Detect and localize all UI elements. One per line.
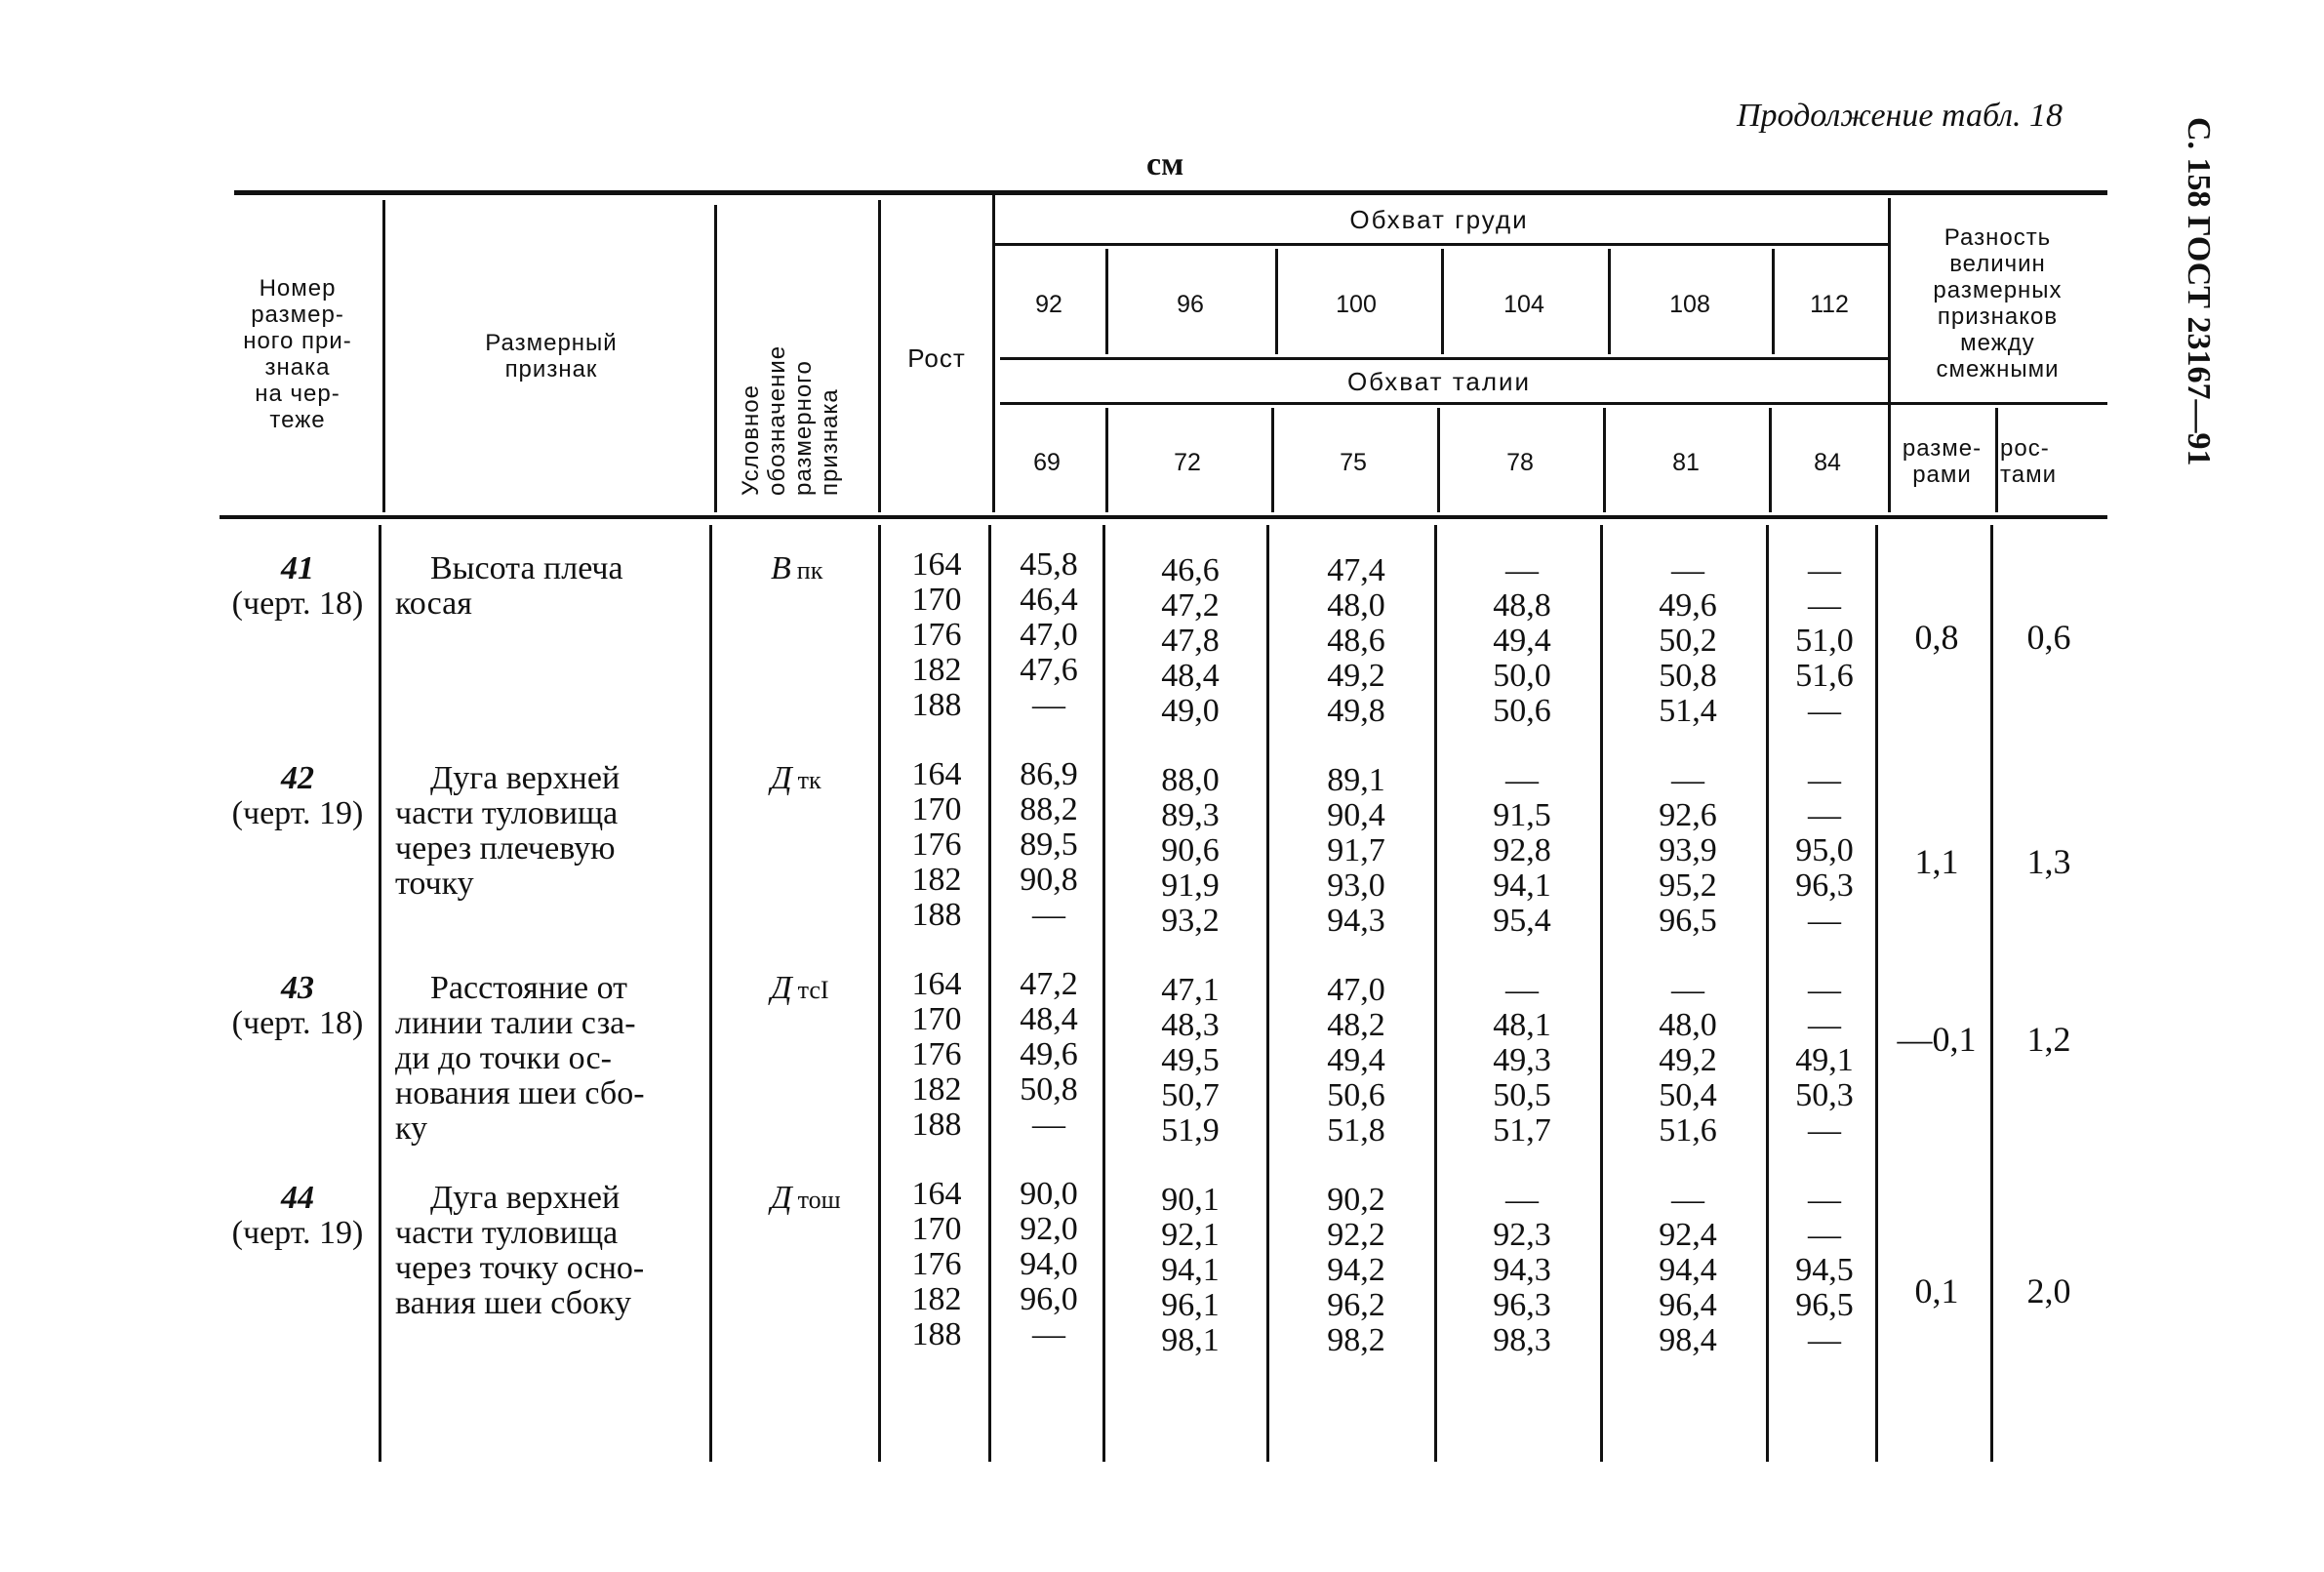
- measurement-value: —: [1808, 552, 1841, 588]
- measurement-value: —: [1808, 762, 1841, 798]
- height-column: [893, 547, 981, 723]
- header-diff-sizes: разме- рами: [1902, 435, 1983, 488]
- measurement-value: —: [1032, 1316, 1065, 1352]
- measurement-column: [990, 967, 1107, 1143]
- measurement-value: 95,4: [1493, 903, 1551, 939]
- feature-number: [220, 551, 376, 622]
- header-divider: [382, 200, 385, 512]
- header-diff-heights: рос- тами: [2000, 435, 2057, 488]
- measurement-value: 51,6: [1659, 1112, 1717, 1149]
- feature-name-line: линии талии сза-: [395, 1005, 636, 1041]
- measurement-value: 48,6: [1327, 623, 1385, 659]
- waist-rule-top: [1000, 357, 1888, 360]
- measurement-value: 96,2: [1327, 1287, 1385, 1323]
- height-column: [893, 967, 981, 1143]
- measurement-value: 92,1: [1161, 1217, 1220, 1253]
- waist-value: 72: [1174, 449, 1201, 476]
- measurement-value: 50,3: [1795, 1077, 1854, 1113]
- measurement-column: [1132, 1183, 1249, 1358]
- measurement-value: 94,5: [1795, 1252, 1854, 1288]
- measurement-value: 49,8: [1327, 693, 1385, 729]
- measurement-value: 48,0: [1659, 1007, 1717, 1043]
- symbol-subscript: тк: [797, 766, 821, 794]
- measurement-value: —: [1808, 1217, 1841, 1253]
- measurement-value: 86,9: [1020, 756, 1078, 792]
- measurement-value: 96,5: [1659, 903, 1717, 939]
- feature-name-line: части туловища: [395, 795, 619, 831]
- measurement-value: 98,3: [1493, 1322, 1551, 1358]
- feature-name-line: Дуга верхней: [430, 1180, 621, 1216]
- header-number: Номер размер- ного при- знака на чер- теже: [243, 275, 352, 433]
- measurement-column: [1766, 1183, 1883, 1358]
- height-value: 170: [911, 1211, 962, 1247]
- measurement-value: —: [1671, 552, 1704, 588]
- height-value: 188: [911, 1316, 962, 1352]
- measurement-value: 95,0: [1795, 832, 1854, 868]
- measurement-value: 93,0: [1327, 867, 1385, 904]
- height-value: 164: [911, 756, 962, 792]
- measurement-value: 47,2: [1161, 587, 1220, 624]
- height-value: 182: [911, 1071, 962, 1108]
- measurement-value: 47,6: [1020, 652, 1078, 688]
- header-symbol: Условное обозначение размерного признака: [738, 344, 843, 496]
- measurement-column: [1766, 973, 1883, 1149]
- height-column: [893, 757, 981, 933]
- body-divider: [709, 525, 712, 1462]
- body-divider: [379, 525, 381, 1462]
- waist-value: 84: [1814, 449, 1841, 476]
- header-divider: [878, 200, 881, 512]
- measurement-value: —: [1032, 1107, 1065, 1143]
- side-header: [2180, 117, 2217, 527]
- feature-name-line: точку: [395, 866, 474, 902]
- feature-number: [220, 761, 376, 831]
- waist-value: 69: [1033, 449, 1061, 476]
- feature-name-line: Дуга верхней: [430, 760, 621, 796]
- measurement-value: —: [1671, 762, 1704, 798]
- feature-symbol: [771, 761, 821, 798]
- header-divider: [1603, 408, 1606, 512]
- height-value: 188: [911, 1107, 962, 1143]
- feature-name-line: через точку осно-: [395, 1250, 645, 1286]
- measurement-value: 94,1: [1493, 867, 1551, 904]
- height-value: 188: [911, 687, 962, 723]
- measurement-value: 98,1: [1161, 1322, 1220, 1358]
- measurement-column: [990, 757, 1107, 933]
- measurement-value: 98,2: [1327, 1322, 1385, 1358]
- diff-between-sizes: 1,1: [1914, 842, 1959, 881]
- chest-value: 96: [1177, 291, 1204, 318]
- measurement-value: —: [1032, 687, 1065, 723]
- chest-value: 92: [1035, 291, 1062, 318]
- measurement-column: [1629, 553, 1746, 729]
- measurement-value: 48,4: [1020, 1001, 1078, 1037]
- measurement-value: 91,5: [1493, 797, 1551, 833]
- feature-name-line: вания шеи сбоку: [395, 1285, 632, 1321]
- measurement-value: 93,2: [1161, 903, 1220, 939]
- measurement-value: 92,0: [1020, 1211, 1078, 1247]
- measurement-column: [990, 547, 1107, 723]
- measurement-value: 50,2: [1659, 623, 1717, 659]
- measurement-value: 89,1: [1327, 762, 1385, 798]
- standard-number: ГОСТ 23167—91: [2181, 216, 2217, 466]
- chest-value: 104: [1503, 291, 1544, 318]
- symbol-letter: Д: [771, 970, 792, 1006]
- measurement-value: —: [1808, 797, 1841, 833]
- measurement-value: 51,6: [1795, 658, 1854, 694]
- measurement-value: —: [1808, 1112, 1841, 1149]
- height-value: 170: [911, 582, 962, 618]
- height-value: 176: [911, 617, 962, 653]
- measurement-value: 95,2: [1659, 867, 1717, 904]
- measurement-value: —: [1808, 693, 1841, 729]
- waist-value: 78: [1506, 449, 1534, 476]
- height-value: 182: [911, 652, 962, 688]
- chest-rule: [995, 243, 1888, 246]
- measurement-value: 46,6: [1161, 552, 1220, 588]
- measurement-value: 98,4: [1659, 1322, 1717, 1358]
- measurement-value: 92,2: [1327, 1217, 1385, 1253]
- feature-name-line: через плечевую: [395, 830, 616, 867]
- measurement-value: 88,2: [1020, 791, 1078, 827]
- measurement-column: [1132, 553, 1249, 729]
- unit-label: см: [1146, 146, 1184, 182]
- measurement-value: 48,0: [1327, 587, 1385, 624]
- measurement-value: 94,2: [1327, 1252, 1385, 1288]
- measurement-value: 49,4: [1493, 623, 1551, 659]
- measurement-value: —: [1808, 1007, 1841, 1043]
- header-height: Рост: [907, 343, 966, 373]
- height-value: 164: [911, 1176, 962, 1212]
- measurement-value: 90,0: [1020, 1176, 1078, 1212]
- measurement-value: 47,1: [1161, 972, 1220, 1008]
- header-divider: [714, 205, 717, 512]
- measurement-value: 94,3: [1493, 1252, 1551, 1288]
- feature-symbol: [771, 1181, 841, 1218]
- diff-between-heights: 2,0: [2026, 1271, 2071, 1310]
- measurement-value: 96,1: [1161, 1287, 1220, 1323]
- measurement-value: 49,6: [1020, 1036, 1078, 1072]
- diff-rule: [1888, 402, 2107, 405]
- header-waist-label: Обхват талии: [1346, 367, 1532, 396]
- symbol-letter: Д: [771, 760, 792, 796]
- drawing-reference: (черт. 18): [231, 1005, 364, 1041]
- height-column: [893, 1177, 981, 1352]
- symbol-subscript: тсI: [797, 976, 829, 1004]
- header-bottom-rule: [220, 515, 2107, 519]
- measurement-value: 47,8: [1161, 623, 1220, 659]
- header-divider: [1608, 249, 1611, 354]
- height-value: 182: [911, 862, 962, 898]
- measurement-value: 50,7: [1161, 1077, 1220, 1113]
- feature-name: [395, 551, 688, 622]
- feature-number-value: 44: [281, 1180, 314, 1216]
- diff-between-sizes: 0,1: [1914, 1271, 1959, 1310]
- measurement-value: —: [1671, 1182, 1704, 1218]
- chest-value: 112: [1810, 291, 1849, 318]
- measurement-value: 47,0: [1327, 972, 1385, 1008]
- measurement-value: 92,8: [1493, 832, 1551, 868]
- measurement-value: 50,4: [1659, 1077, 1717, 1113]
- measurement-value: 47,4: [1327, 552, 1385, 588]
- measurement-value: 91,9: [1161, 867, 1220, 904]
- header-difference: Разность величин размерных признаков между смежными: [1933, 224, 2063, 383]
- measurement-column: [1132, 763, 1249, 939]
- measurement-column: [1463, 553, 1581, 729]
- measurement-value: 93,9: [1659, 832, 1717, 868]
- measurement-value: —: [1808, 972, 1841, 1008]
- measurement-value: 94,4: [1659, 1252, 1717, 1288]
- body-divider: [1434, 525, 1437, 1462]
- measurement-column: [1298, 973, 1415, 1149]
- measurement-value: 50,8: [1020, 1071, 1078, 1108]
- measurement-value: 49,2: [1659, 1042, 1717, 1078]
- feature-number: [220, 971, 376, 1041]
- measurement-column: [1298, 1183, 1415, 1358]
- measurement-value: 90,8: [1020, 862, 1078, 898]
- symbol-subscript: тош: [797, 1186, 841, 1214]
- symbol-letter: В: [771, 550, 791, 586]
- waist-value: 75: [1340, 449, 1367, 476]
- height-value: 170: [911, 791, 962, 827]
- header-divider: [1105, 408, 1108, 512]
- measurement-value: 45,8: [1020, 546, 1078, 583]
- measurement-value: 90,4: [1327, 797, 1385, 833]
- measurement-value: —: [1505, 972, 1539, 1008]
- measurement-value: —: [1671, 972, 1704, 1008]
- measurement-value: 46,4: [1020, 582, 1078, 618]
- measurement-column: [1463, 973, 1581, 1149]
- measurement-column: [1298, 553, 1415, 729]
- height-value: 164: [911, 546, 962, 583]
- measurement-column: [1463, 763, 1581, 939]
- measurement-column: [1629, 1183, 1746, 1358]
- measurement-value: —: [1808, 587, 1841, 624]
- feature-name-line: Расстояние от: [430, 970, 627, 1006]
- page-number: С. 158: [2181, 117, 2217, 208]
- height-value: 176: [911, 1246, 962, 1282]
- symbol-letter: Д: [771, 1180, 792, 1216]
- table-caption: Продолжение табл. 18: [1737, 98, 2064, 134]
- body-divider: [1266, 525, 1269, 1462]
- measurement-value: 51,0: [1795, 623, 1854, 659]
- measurement-value: 92,6: [1659, 797, 1717, 833]
- measurement-value: 51,8: [1327, 1112, 1385, 1149]
- height-value: 176: [911, 1036, 962, 1072]
- measurement-column: [1463, 1183, 1581, 1358]
- header-divider: [1271, 408, 1274, 512]
- header-chest-label: Обхват груди: [1349, 205, 1529, 234]
- feature-name: [395, 971, 688, 1147]
- measurement-value: 96,3: [1795, 867, 1854, 904]
- feature-symbol: [771, 551, 822, 588]
- measurement-value: 49,5: [1161, 1042, 1220, 1078]
- measurement-value: 47,0: [1020, 617, 1078, 653]
- feature-name-line: нования шеи сбо-: [395, 1075, 645, 1111]
- header-divider: [1437, 408, 1440, 512]
- measurement-value: 91,7: [1327, 832, 1385, 868]
- measurement-value: 89,3: [1161, 797, 1220, 833]
- table-top-rule: [234, 190, 2107, 195]
- chest-value: 108: [1669, 291, 1710, 318]
- feature-name-line: ку: [395, 1110, 428, 1147]
- measurement-value: 90,1: [1161, 1182, 1220, 1218]
- drawing-reference: (черт. 18): [231, 585, 364, 622]
- measurement-value: 48,8: [1493, 587, 1551, 624]
- measurement-column: [990, 1177, 1107, 1352]
- measurement-column: [1132, 973, 1249, 1149]
- measurement-value: 48,2: [1327, 1007, 1385, 1043]
- header-feature: Размерный признак: [485, 330, 618, 383]
- measurement-value: 49,3: [1493, 1042, 1551, 1078]
- height-value: 164: [911, 966, 962, 1002]
- feature-name-line: Высота плеча: [430, 550, 623, 586]
- header-divider: [1275, 249, 1278, 354]
- height-value: 176: [911, 826, 962, 863]
- height-value: 182: [911, 1281, 962, 1317]
- measurement-value: 89,5: [1020, 826, 1078, 863]
- feature-symbol: [771, 971, 829, 1008]
- measurement-value: 50,0: [1493, 658, 1551, 694]
- measurement-value: 47,2: [1020, 966, 1078, 1002]
- measurement-value: 92,3: [1493, 1217, 1551, 1253]
- feature-number: [220, 1181, 376, 1251]
- measurement-value: —: [1032, 897, 1065, 933]
- measurement-value: —: [1808, 903, 1841, 939]
- waist-value: 81: [1672, 449, 1700, 476]
- waist-rule-bottom: [1000, 402, 1888, 405]
- header-divider: [1769, 408, 1772, 512]
- chest-value: 100: [1336, 291, 1377, 318]
- measurement-value: 92,4: [1659, 1217, 1717, 1253]
- measurement-value: 90,6: [1161, 832, 1220, 868]
- diff-between-sizes: 0,8: [1914, 618, 1959, 657]
- measurement-value: 94,1: [1161, 1252, 1220, 1288]
- body-divider: [878, 525, 881, 1462]
- measurement-value: 94,0: [1020, 1246, 1078, 1282]
- diff-between-sizes: —0,1: [1897, 1020, 1977, 1059]
- measurement-value: 50,5: [1493, 1077, 1551, 1113]
- measurement-value: 49,1: [1795, 1042, 1854, 1078]
- diff-between-heights: 1,3: [2026, 842, 2071, 881]
- measurement-value: 96,0: [1020, 1281, 1078, 1317]
- measurement-value: 88,0: [1161, 762, 1220, 798]
- measurement-value: —: [1505, 762, 1539, 798]
- drawing-reference: (черт. 19): [231, 795, 364, 831]
- measurement-column: [1629, 973, 1746, 1149]
- diff-between-heights: 1,2: [2026, 1020, 2071, 1059]
- measurement-value: 51,9: [1161, 1112, 1220, 1149]
- measurement-value: 90,2: [1327, 1182, 1385, 1218]
- feature-number-value: 43: [281, 970, 314, 1006]
- header-divider: [1105, 249, 1108, 354]
- measurement-column: [1629, 763, 1746, 939]
- measurement-value: —: [1505, 552, 1539, 588]
- feature-name: [395, 1181, 688, 1321]
- height-value: 170: [911, 1001, 962, 1037]
- measurement-value: 51,4: [1659, 693, 1717, 729]
- measurement-value: 94,3: [1327, 903, 1385, 939]
- measurement-value: 48,4: [1161, 658, 1220, 694]
- measurement-value: 96,4: [1659, 1287, 1717, 1323]
- body-divider: [1990, 525, 1993, 1462]
- measurement-value: 50,6: [1327, 1077, 1385, 1113]
- height-value: 188: [911, 897, 962, 933]
- header-divider: [1441, 249, 1444, 354]
- header-divider: [1772, 249, 1775, 354]
- measurement-column: [1766, 553, 1883, 729]
- body-divider: [1600, 525, 1603, 1462]
- feature-name: [395, 761, 688, 902]
- measurement-value: 50,6: [1493, 693, 1551, 729]
- measurement-column: [1298, 763, 1415, 939]
- header-divider: [1995, 408, 1998, 512]
- measurement-column: [1766, 763, 1883, 939]
- measurement-value: 96,5: [1795, 1287, 1854, 1323]
- symbol-subscript: пк: [796, 556, 823, 584]
- measurement-value: 96,3: [1493, 1287, 1551, 1323]
- measurement-value: 49,4: [1327, 1042, 1385, 1078]
- measurement-value: 48,1: [1493, 1007, 1551, 1043]
- feature-name-line: ди до точки ос-: [395, 1040, 612, 1076]
- measurement-value: 49,2: [1327, 658, 1385, 694]
- measurement-value: 49,0: [1161, 693, 1220, 729]
- measurement-value: —: [1808, 1322, 1841, 1358]
- feature-number-value: 42: [281, 760, 314, 796]
- measurement-value: 49,6: [1659, 587, 1717, 624]
- feature-name-line: части туловища: [395, 1215, 619, 1251]
- measurement-value: 50,8: [1659, 658, 1717, 694]
- measurement-value: 48,3: [1161, 1007, 1220, 1043]
- drawing-reference: (черт. 19): [231, 1215, 364, 1251]
- feature-number-value: 41: [281, 550, 314, 586]
- measurement-value: —: [1505, 1182, 1539, 1218]
- measurement-value: 51,7: [1493, 1112, 1551, 1149]
- feature-name-line: косая: [395, 585, 472, 622]
- diff-between-heights: 0,6: [2026, 618, 2071, 657]
- measurement-value: —: [1808, 1182, 1841, 1218]
